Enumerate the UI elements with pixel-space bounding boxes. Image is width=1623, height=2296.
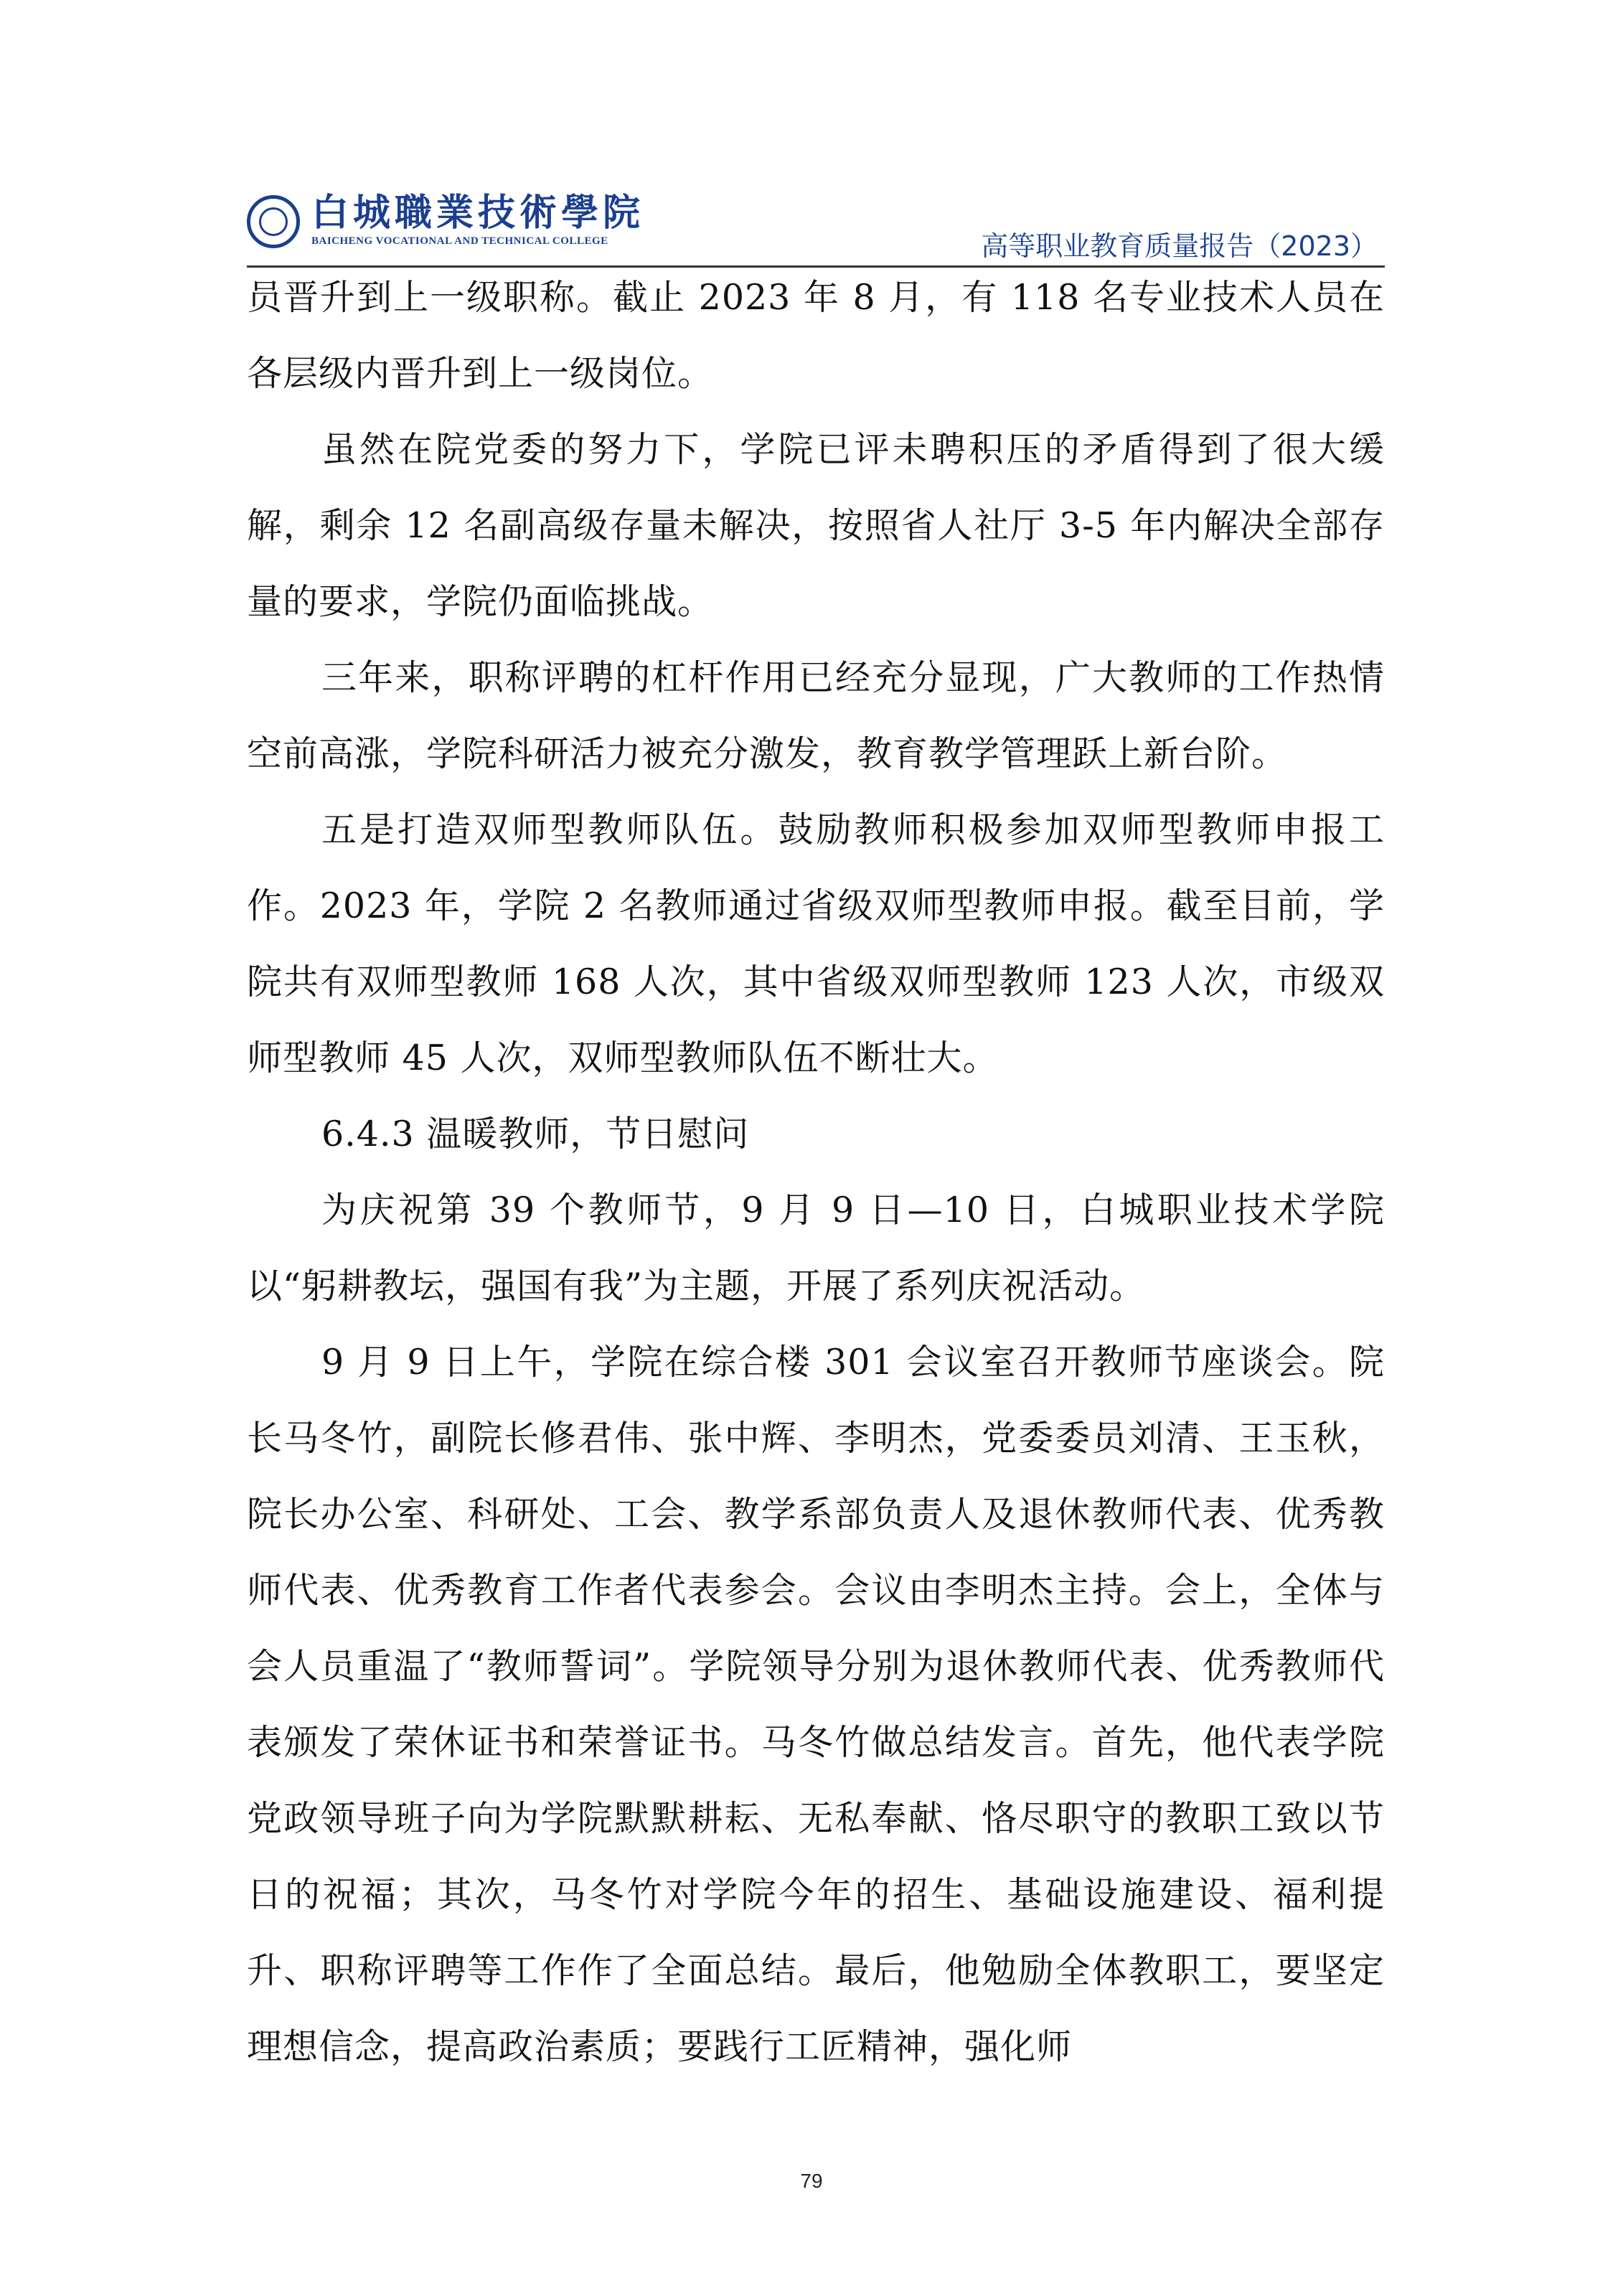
college-logo	[247, 191, 645, 253]
paragraph: 三年来，职称评聘的杠杆作用已经充分显现，广大教师的工作热情空前高涨，学院科研活力被充分激发，教育教学管理跃上新台阶。	[247, 657, 1385, 774]
paragraph: 为庆祝第 39 个教师节，9 月 9 日—10 日，白城职业技术学院以“躬耕教坛，强国有我”为主题，开展了系列庆祝活动。	[247, 1190, 1385, 1307]
page-header	[247, 192, 1385, 264]
paragraph-continuation: 员晋升到上一级职称。截止 2023 年 8 月，有 118 名专业技术人员在各层级内晋升到上一级岗位。	[247, 277, 1385, 394]
college-english-name: BAICHENG VOCATIONAL AND TECHNICAL COLLEGE	[311, 235, 608, 247]
paragraph: 虽然在院党委的努力下，学院已评未聘积压的矛盾得到了很大缓解，剩余 12 名副高级存量未解决，按照省人社厅 3-5 年内解决全部存量的要求，学院仍面临挑战。	[247, 429, 1385, 622]
paragraph: 五是打造双师型教师队伍。鼓励教师积极参加双师型教师申报工作。2023 年，学院 2 名教师通过省级双师型教师申报。截至目前，学院共有双师型教师 168 人次，其中省级双师型教师 123 人次，市级双师型教师 45 人次，双师型教师队伍不断壮大。	[247, 809, 1385, 1078]
college-seal-icon	[247, 195, 300, 248]
page-number: 79	[800, 2170, 823, 2192]
section-heading: 6.4.3 温暖教师，节日慰问	[321, 1114, 750, 1154]
body-text	[247, 260, 1385, 2085]
report-title: 高等职业教育质量报告（2023）	[981, 230, 1378, 262]
college-name: 白城職業技術學院	[311, 191, 645, 235]
paragraph: 9 月 9 日上午，学院在综合楼 301 会议室召开教师节座谈会。院长马冬竹，副院长修君伟、张中辉、李明杰，党委委员刘清、王玉秋，院长办公室、科研处、工会、教学系部负责人及退休教师代表、优秀教师代表、优秀教育工作者代表参会。会议由李明杰主持。会上，全体与会人员重温了“教师誓词”。学院领导分别为退休教师代表、优秀教师代表颁发了荣休证书和荣誉证书。马冬竹做总结发言。首先，他代表学院党政领导班子向为学院默默耕耘、无私奉献、恪尽职守的教职工致以节日的祝福；其次，马冬竹对学院今年的招生、基础设施建设、福利提升、职称评聘等工作作了全面总结。最后，他勉励全体教职工，要坚定理想信念，提高政治素质；要践行工匠精神，强化师	[247, 1342, 1385, 2067]
